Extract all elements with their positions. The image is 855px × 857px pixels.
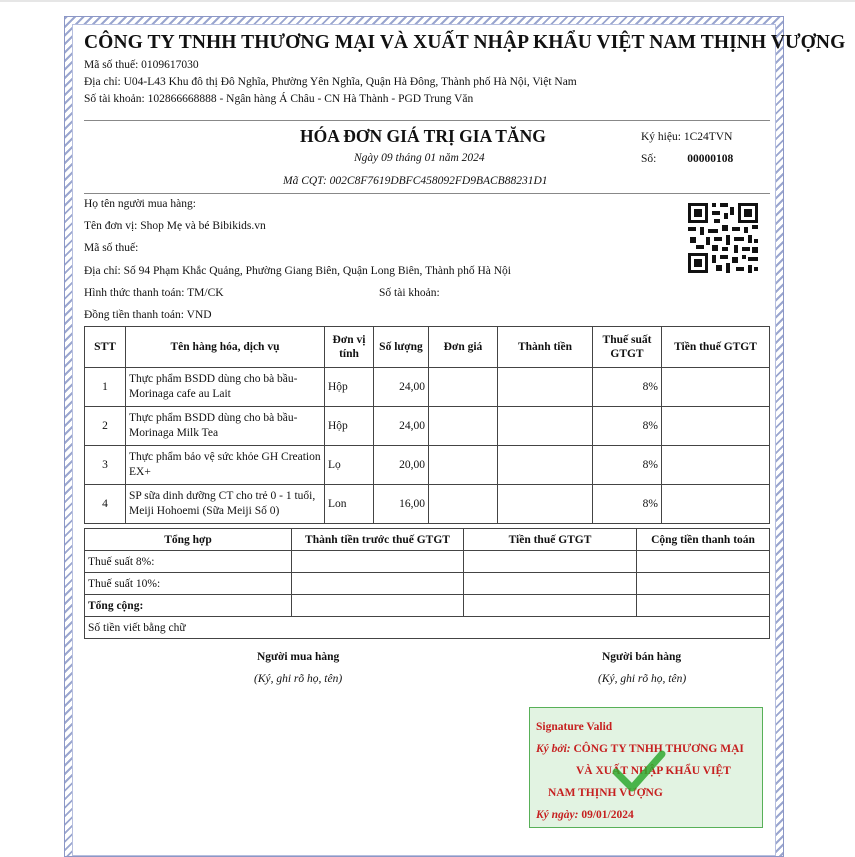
row-unit: Lon [325,485,374,524]
summary-cell [464,595,637,617]
summary-cell [292,551,464,573]
invoice-symbol-value: 1C24TVN [683,131,733,143]
row-stt: 4 [85,485,126,524]
summary-cell [292,595,464,617]
row-quantity: 20,00 [374,446,429,485]
summary-header-pretax: Thành tiền trước thuế GTGT [292,529,464,551]
invoice-symbol-label: Ký hiệu: [641,131,681,143]
checkmark-icon [612,748,666,794]
row-unit: Hộp [325,368,374,407]
row-product-name: Thực phẩm BSDD dùng cho bà bầu-Morinaga cafe au Lait [126,368,325,407]
header-vat-amount: Tiền thuế GTGT [662,327,770,368]
header-amount: Thành tiền [498,327,593,368]
invoice-date: Ngày 09 tháng 01 năm 2024 [354,152,485,164]
summary-cell [292,573,464,595]
payment-currency: Đồng tiền thanh toán: VND [84,309,212,321]
row-vat-rate: 8% [593,368,662,407]
row-stt: 2 [85,407,126,446]
payment-method: Hình thức thanh toán: TM/CK [84,287,224,299]
table-row [85,485,770,524]
header-vat-rate: Thuế suất GTGT [593,327,662,368]
qr-code-icon [686,201,760,275]
summary-cell [637,573,770,595]
seller-address: Địa chỉ: U04-L43 Khu đô thị Đô Nghĩa, Phường Yên Nghĩa, Quận Hà Đông, Thành phố Hà Nội, Việt Nam [84,76,577,88]
row-quantity: 24,00 [374,368,429,407]
row-stt: 3 [85,446,126,485]
header-quantity: Số lượng [374,327,429,368]
row-unit-price [429,407,498,446]
signed-by-label: Ký bởi: [536,743,571,755]
row-quantity: 24,00 [374,407,429,446]
title-divider [84,193,770,194]
summary-header-total: Tổng hợp [85,529,292,551]
seller-tax-code: Mã số thuế: 0109617030 [84,59,199,71]
summary-row-label: Tổng cộng: [85,595,292,617]
summary-row [85,573,770,595]
row-product-name: SP sữa dinh dưỡng CT cho trẻ 0 - 1 tuổi, Meiji Hohoemi (Sữa Meiji Số 0) [126,485,325,524]
row-amount [498,407,593,446]
signer-line-1: CÔNG TY TNHH THƯƠNG MẠI [573,743,744,755]
invoice-symbol [641,131,732,143]
summary-cell [464,551,637,573]
buyer-signature-note: (Ký, ghi rõ họ, tên) [254,673,343,685]
header-unit-price: Đơn giá [429,327,498,368]
row-unit-price [429,485,498,524]
signer-line-2: VÀ XUẤT NHẬP KHẨU VIỆT [576,765,731,777]
invoice-number-value: 00000108 [687,153,734,165]
header-unit: Đơn vị tính [325,327,374,368]
row-vat-amount [662,368,770,407]
signed-date-value: 09/01/2024 [581,809,634,821]
invoice-number-label: Số: [641,153,657,165]
buyer-signature-title: Người mua hàng [257,651,340,663]
row-vat-amount [662,446,770,485]
row-vat-rate: 8% [593,446,662,485]
signature-date [536,804,756,826]
buyer-tax-code: Mã số thuế: [84,242,139,254]
row-amount [498,368,593,407]
signer-line-3: NAM THỊNH VƯỢNG [548,787,663,799]
buyer-unit: Tên đơn vị: Shop Mẹ và bé Bibikids.vn [84,220,266,232]
top-divider [0,0,855,2]
buyer-account: Số tài khoản: [379,287,440,299]
summary-cell [637,595,770,617]
row-unit-price [429,368,498,407]
summary-cell [637,551,770,573]
signed-date-label: Ký ngày: [536,809,579,821]
row-unit-price [429,446,498,485]
seller-company-name: CÔNG TY TNHH THƯƠNG MẠI VÀ XUẤT NHẬP KHẨU VIỆT NAM THỊNH VƯỢNG [84,32,846,53]
buyer-address: Địa chỉ: Số 94 Phạm Khắc Quảng, Phường Giang Biên, Quận Long Biên, Thành phố Hà Nội [84,265,512,277]
row-vat-rate: 8% [593,485,662,524]
row-vat-rate: 8% [593,407,662,446]
row-amount [498,446,593,485]
signature-status: Signature Valid [536,721,613,733]
header-stt: STT [85,327,126,368]
summary-header-vat: Tiền thuế GTGT [464,529,637,551]
summary-header-row [85,529,770,551]
header-product-name: Tên hàng hóa, dịch vụ [126,327,325,368]
invoice-number [641,153,733,165]
seller-signature-title: Người bán hàng [602,651,682,663]
amount-in-words: Số tiền viết bằng chữ [85,617,770,639]
seller-info [84,32,846,105]
row-amount [498,485,593,524]
summary-row-label: Thuế suất 10%: [85,573,292,595]
row-quantity: 16,00 [374,485,429,524]
items-table [84,326,770,524]
summary-table [84,528,770,639]
summary-words-row [85,617,770,639]
header-divider [84,120,770,121]
row-vat-amount [662,407,770,446]
invoice-title: HÓA ĐƠN GIÁ TRỊ GIA TĂNG [300,126,546,146]
summary-row [85,551,770,573]
buyer-name: Họ tên người mua hàng: [84,198,196,210]
row-stt: 1 [85,368,126,407]
row-unit: Lọ [325,446,374,485]
table-row [85,368,770,407]
table-row [85,407,770,446]
summary-cell [464,573,637,595]
summary-row [85,595,770,617]
invoice-cqt-code: Mã CQT: 002C8F7619DBFC458092FD9BACB88231D1 [283,175,548,187]
row-product-name: Thực phẩm bảo vệ sức khỏe GH Creation EX+ [126,446,325,485]
row-unit: Hộp [325,407,374,446]
seller-account: Số tài khoản: 102866668888 - Ngân hàng Á Châu - CN Hà Thành - PGD Trung Văn [84,93,474,105]
items-header-row [85,327,770,368]
row-product-name: Thực phẩm BSDD dùng cho bà bầu-Morinaga Milk Tea [126,407,325,446]
table-row [85,446,770,485]
summary-row-label: Thuế suất 8%: [85,551,292,573]
row-vat-amount [662,485,770,524]
seller-signature-note: (Ký, ghi rõ họ, tên) [598,673,687,685]
summary-header-payment: Cộng tiền thanh toán [637,529,770,551]
